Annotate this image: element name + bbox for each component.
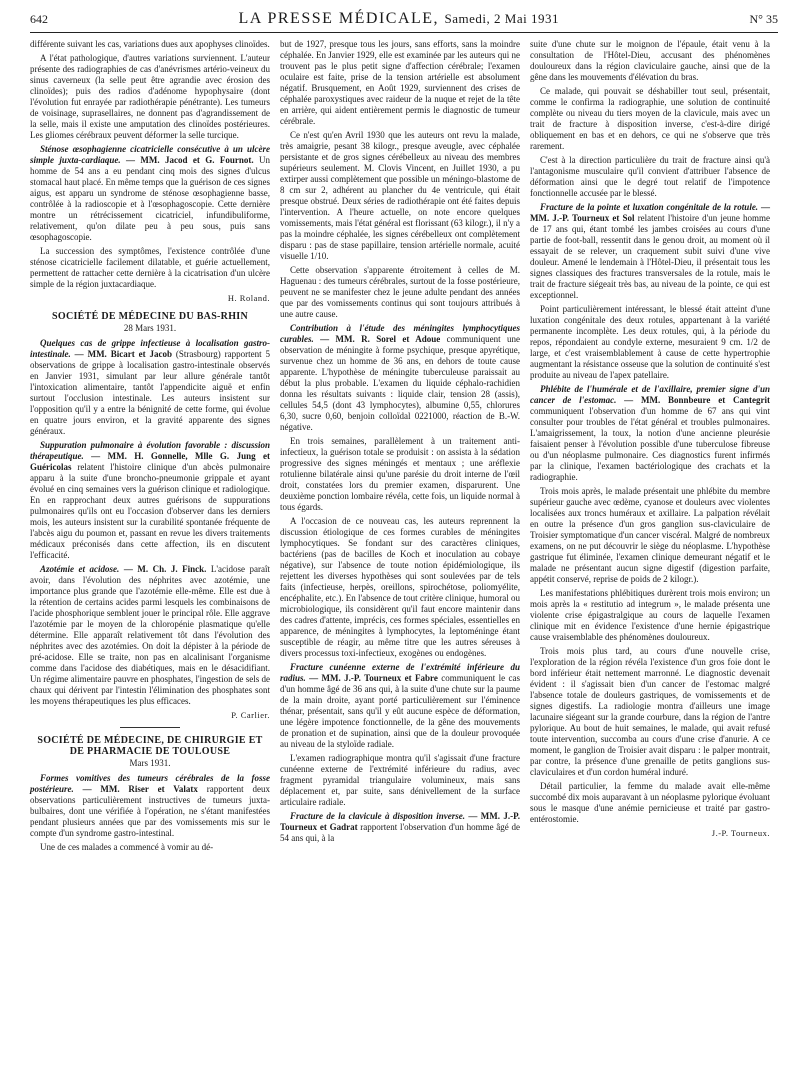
paragraph: Cette observation s'apparente étroitement à celles de M. Haguenau : des tumeurs cérébrales, surtout de la fosse postérieure, peuvent ne se manifester chez le jeune adulte pendant des années que par des vomissements continus qui sont toujours attribués à une autre cause. (280, 265, 520, 319)
paragraph: En trois semaines, parallèlement à un traitement anti-infectieux, la guérison totale se produisit : on assista à la sédation progressive des signes méningés et mentaux ; une aréflexie rotulienne bilatérale ainsi qu'une parésie du droit interne de l'œil droit, constatées lors du premier examen, disparurent. Une deuxième ponction lombaire révéla, cette fois, un liquide normal à tous égards. (280, 436, 520, 512)
paragraph: C'est à la direction particulière du trait de fracture ainsi qu'à l'antagonisme musculaire qu'il convient d'attribuer l'absence de déformation ainsi que le degré tout relatif de l'impotence fonctionnelle accusée par le blessé. (530, 155, 770, 198)
article-meningites (280, 323, 520, 433)
article-text: rapportent l'observation d'un homme âgé de 54 ans qui, à la (280, 822, 520, 843)
article-rotule (530, 202, 770, 301)
journal-name: LA PRESSE MÉDICALE, (238, 10, 440, 27)
article-text: relatent l'histoire d'un jeune homme de 17 ans qui, étant tombé les jambes croisées au cours d'une partie de foot-ball, ressentit dans le genou droit, au moment où il essayait de se relever, un craquement subit suivi d'une vive douleur. Amené le lendemain à l'Hôtel-Dieu, il présentait tous les signes classiques des fractures transversales de la rotule, mais le trait de fracture siégeait très bas, au niveau de la pointe, ce qui est exceptionnel. (530, 213, 770, 300)
signature: H. Roland. (227, 293, 270, 303)
article-fracture-radius (280, 662, 520, 750)
article-text: communiquent le cas d'un homme âgé de 36 ans qui, à la suite d'une chute sur la paume de la main droite, ayant porté particulièrement sur l'éminence thénar, présentait, sans qu'il y eût aucune espèce de déformation, une légère impotence fonctionnelle, de la gêne des mouvements de pronation et de supination, ainsi que de la douleur provoquée au niveau de la styloïde radiale. (280, 673, 521, 749)
article-text: communiquent l'observation d'un homme de 67 ans qui vint consulter pour troubles de l'état général et troubles pulmonaires. L'amaigrissement, la toux, la notion d'une ancienne pleurésie faisaient penser à l'évolution possible d'une tuberculose fibreuse ou d'un néoplasme pulmonaire. Ces diagnostics furent infirmés par la clinique, l'examen bactériologique des crachats et la radiographie. (530, 406, 770, 482)
paragraph: Trois mois plus tard, au cours d'une nouvelle crise, l'exploration de la région révéla l'existence d'un gros foie dont le bord inférieur était nettement marronné. Le diagnostic devenait évident : il s'agissait bien d'un cancer de l'estomac malgré l'absence totale de douleurs gastriques, de vomissements et de signes digestifs. La radiologie montra d'ailleurs une image lacunaire siégeant sur la grande courbure, dans la région de l'antre pylorique. Au bout de huit semaines, le malade, qui avait refusé toute intervention, succomba au cours d'une crise d'anurie. A ce moment, le ganglion de Troisier avait disparu : le palper montrait, par contre, la présence d'une grenaille de petits ganglions sus-claviculaires et d'un cordon huméral induré. (530, 646, 770, 777)
article-formes-vomitives (30, 773, 270, 839)
article-title: Azotémie et acidose. (40, 564, 120, 574)
column-1 (30, 39, 270, 856)
paragraph: A l'état pathologique, d'autres variations surviennent. L'auteur présente des radiographies de cas d'anévrismes artério-veineux du sinus caverneux (la selle peut être agrandie avec érosion des clinoïdes); puis des radios d'adénome hypophysaire (dont l'évolution fut enrayée par radiothérapie pénétrante). Les tumeurs de voisinage, suprasellaires, ne donnent pas d'agrandissement de la selle, mais il existe une amputation des clinoïdes postérieures. Les gliomes cérébraux peuvent déformer la selle turcique. (30, 53, 270, 140)
society-heading: SOCIÉTÉ DE MÉDECINE, DE CHIRURGIE ET DE PHARMACIE DE TOULOUSE (37, 735, 263, 757)
article-authors: — MM. J.-P. Tourneux et Fabre (309, 673, 438, 683)
paragraph: Trois mois après, le malade présentait une phlébite du membre supérieur gauche avec œdème, cyanose et douleurs avec violentes localisées aux troncs huméraux et axillaire. La palpation révélait en outre la présence d'un gros ganglion sus-claviculaire de Troisier symptomatique d'un cancer viscéral. Malgré de nombreux examens, on ne put découvrir le siège du néoplasme. L'hypothèse gastrique fut éliminée, l'examen clinique demeurant négatif et le malade ne présentant aucun signe digestif (digestion parfaite, appétit conservé, reprise de poids de 2 kilogr.). (530, 486, 770, 584)
article-phlebite (530, 384, 770, 483)
article-authors: — MM. J.-P. Tourneux et Sol (530, 202, 770, 223)
paragraph: Ce n'est qu'en Avril 1930 que les auteurs ont revu la malade, très amaigrie, pesant 38 kilogr., presque aveugle, avec céphalée persistante et de gros signes cérébelleux au niveau des membres supérieurs seulement. M. Clovis Vincent, en Juillet 1930, a pu extirper aussi complètement que possible un méningo-blastome de 8 cm sur 2, adhérent au plancher du 4e ventricule, qui était presque obstrué. Deux séries de radiothérapie ont été faites depuis l'intervention. A l'heure actuelle, on note encore quelques vomissements, mais l'état général est florissant (63 kilogr.), il n'y a pas la moindre céphalée, les signes cérébelleux ont complètement disparu : pas de stase papillaire, tension artérielle normale, acuité visuelle 1/10. (280, 130, 520, 261)
article-text: rapportent deux observations particulièrement instructives de tumeurs juxta-bulbaires, dont une vérifiée à l'opération, ne s'étant manifestées pendant plusieurs années que par des vomissements mis sur le compte d'un syndrome gastro-intestinal. (30, 784, 270, 838)
paragraph: différente suivant les cas, variations dues aux apophyses clinoïdes. (30, 39, 270, 49)
article-title: Fracture de la clavicule à disposition inverse. (290, 811, 465, 821)
article-authors: — M. Ch. J. Finck. (123, 564, 207, 574)
article-authors: — MM. Bicart et Jacob (74, 349, 172, 359)
article-title: Formes vomitives des tumeurs cérébrales de la fosse postérieure. (30, 773, 270, 794)
article-title: Fracture de la pointe et luxation congénitale de la rotule. (540, 202, 759, 212)
paragraph: but de 1927, presque tous les jours, sans efforts, sans la moindre céphalée. En Janvier 1929, elle est examinée par les auteurs qui ne trouvent pas le plus petit signe d'affection cérébrale; l'examen oculaire est faite, prise de la tension artérielle est absolument négatif. Brusquement, en Août 1929, surviennent des crises de céphalée paroxystiques avec raideur de la nuque et rejet de la tête en arrière, qui aident entièrement permis le diagnostic de tumeur cérébrale. (280, 39, 520, 126)
paragraph: Détail particulier, la femme du malade avait elle-même succombé dix mois auparavant à un néoplasme pylorique évoluant sous le masque d'une anémie pernicieuse et traité par gastro-entérostomie. (530, 781, 770, 824)
article-title: Quelques cas de grippe infectieuse à localisation gastro-intestinale. (30, 338, 270, 359)
article-text: relatent l'histoire clinique d'un abcès pulmonaire apparu à la suite d'une broncho-pneumonie grippale et ayant évolué en cinq semaines vers la guérison clinique et radiologique. En en rapprochant deux autres guérisons de suppurations pulmonaires qu'ils ont eu l'occasion d'observer dans les derniers mois, les auteurs insistent sur la curabilité spontanée fréquente de l'abcès aigu du poumon et, passant en revue les divers traitements médicaux préconisés dans cette affection, ils en discutent l'efficacité. (30, 462, 271, 560)
issue-number: N° 35 (749, 12, 778, 26)
paragraph: L'examen radiographique montra qu'il s'agissait d'une fracture cunéenne externe de l'extrémité inférieure du radius, avec fragment pyramidal triangulaire volumineux, mais sans déplacement et, par suite, sans dénivellement de la surface articulaire radiale. (280, 753, 520, 807)
page-number: 642 (30, 12, 48, 26)
article-text: communiquent une observation de méningite à forme psychique, presque apyrétique, survenue chez un homme de 36 ans, en dehors de toute cause apparente. L'hypothèse de méningite tuberculeuse paraissait au début la plus probable. L'examen du liquide céphalo-rachidien donna les résultats suivants : liquide clair, tension 28 (assis), cellules 54,5 (dont 43 lymphocytes), albumine 0,55, chlorures 6,30, sucre 0,60, benjoin colloïdal 0221000, réaction de B.-W. négative. (280, 334, 521, 432)
article-text: Un homme de 54 ans a eu pendant cinq mois des signes d'ulcus stomacal haut placé. En même temps que la guérison de ces signes aigus, est apparu un syndrome de sténose œsophagienne basse, contrôlée à la radioscopie et à l'œsophagoscopie. Cette dernière montre un rétrécissement cicatriciel, infundibuliforme, relativement, qu'on dilate peu à peu sous, puis sans œsophagoscopie. (30, 155, 271, 242)
signature: P. Carlier. (231, 710, 270, 720)
article-authors: — MM. Bonnbeure et Cantegrit (624, 395, 770, 405)
article-title: Fracture cunéenne externe de l'extrémité inférieure du radius. (280, 662, 520, 683)
paragraph: Point particulièrement intéressant, le blessé était atteint d'une luxation congénitale des deux rotules, appartenant à la variété permanente incomplète. Les deux rotules, qui, à la période du repos, répondaient au condyle externe, mesuraient 9 cm. 1/2 de large, et c'est vraisemblablement à cause de cette hypertrophie augmentant la résistance osseuse que la solution de continuité s'est produite au niveau de l'apex patellaire. (530, 304, 770, 380)
article-text: (Strasbourg) rapportent 5 observations de grippe à localisation gastro-intestinale observés en Janvier 1931, simulant par leur allure générale tantôt l'intoxication alimentaire, tantôt l'appendicite aiguë et enfin surtout l'occlusion intestinale. Les auteurs insistent sur l'opposition qu'il y a entre la bénignité de cette forme, qui évolue en quatre jours environ, et la gravité apparente des signes généraux. (30, 349, 270, 436)
article-title: Sténose œsophagienne cicatricielle consécutive à un ulcère simple juxta-cardiaque. (30, 144, 270, 165)
paragraph: La succession des symptômes, l'existence contrôlée d'une sténose cicatricielle facilement dilatable, et guérie actuellement, permettent de rattacher cette dernière à la cicatrisation d'un ulcère simple de la région juxtacardiaque. (30, 246, 270, 289)
article-title: Phlébite de l'humérale et de l'axillaire, premier signe d'un cancer de l'estomac. (530, 384, 770, 405)
article-title: Suppuration pulmonaire à évolution favorable : discussion thérapeutique. (30, 440, 270, 461)
columns (30, 39, 778, 856)
article-suppuration (30, 440, 270, 561)
article-authors: — MM. H. Gonnelle, Mlle G. Jung et Guéricolas (30, 451, 270, 472)
paragraph: A l'occasion de ce nouveau cas, les auteurs reprennent la discussion étiologique de ces formes curables de méningites lymphocytiques. Se fondant sur des caractères cliniques, bactériens (pas de bacilles de Koch et inoculation au cobaye négative), sur l'absence de toute notion épidémiologique, ils rejettent les diverses hypothèses qui sont soulevées par de tels faits (infectieuse, herpès, oreillons, spirochétose, poliomyélite, encéphalite, etc.). En l'absence de tout critère clinique, humoral ou microbiologique, ils considèrent qu'il faut encore maintenir dans des cadres d'attente, imprécis, ces formes spéciales, essentielles en apparence, de méningites à lymphocytes, la leptoméninge étant susceptible de réagir, au même titre que les autres séreuses à divers processus toxi-infectieux, exogènes ou endogènes. (280, 516, 520, 658)
article-title: Contribution à l'étude des méningites lymphocytiques curables. (280, 323, 520, 344)
article-fracture-clavicule (280, 811, 520, 844)
article-authors: — MM. Jacod et G. Fournot. (126, 155, 254, 165)
page-header (30, 10, 778, 33)
paragraph: Les manifestations phlébitiques durèrent trois mois environ; un mois après la « restitutio ad integrum », le malade présenta une violente crise épigastralgique au cours de laquelle l'examen clinique mit en évidence l'existence d'une hernie épigastrique cause vraisemblable des phénomènes douloureux. (530, 588, 770, 642)
column-2 (280, 39, 520, 856)
journal-title (239, 10, 559, 28)
society-heading: SOCIÉTÉ DE MÉDECINE DU BAS-RHIN (52, 311, 248, 322)
paragraph: Ce malade, qui pouvait se déshabiller tout seul, présentait, comme le confirma la radiographie, une solution de continuité complète ou niveau du tiers moyen de la clavicule, mais avec un trait de fracture à disposition inverse, c'est-à-dire dirigé obliquement en bas et en dehors, ce qui ne s'observe que très rarement. (530, 86, 770, 151)
issue-date: Samedi, 2 Mai 1931 (444, 11, 559, 26)
article-text: L'acidose paraît avoir, dans l'évolution des néphrites avec azotémie, une importance plus grande que l'azotémie elle-même. Elle est due à la rétention de certains acides parmi lesquels les combinaisons de l'acide phosphorique semblent jouer le principal rôle. Elle aggrave l'azotémie par le moyen de la chloropénie plasmatique qu'elle détermine. Elle apparaît relativement tôt dans l'évolution des néphrites avec des azotémies. On doit la dépister à la période de pré-acidose. Elle se traite, non pas en alcalinisant l'organisme comme dans l'acidose des diabétiques, mais en le désacidifiant. Un régime alimentaire pauvre en phosphates, l'ingestion de sels de chaux qui dérivent par l'intestin l'élimination des phosphates sont les moyens thérapeutiques les plus efficaces. (30, 564, 271, 706)
society-date: 28 Mars 1931. (123, 323, 177, 333)
column-3 (530, 39, 770, 856)
society-date: Mars 1931. (129, 758, 171, 768)
divider (120, 727, 180, 728)
paragraph: suite d'une chute sur le moignon de l'épaule, était venu à la consultation de l'Hôtel-Dieu, accusant des phénomènes douloureux dans la région claviculaire gauche, ainsi que de la gêne dans les mouvements d'élévation du bras. (530, 39, 770, 82)
article-grippe (30, 338, 270, 437)
paragraph: Une de ces malades a commencé à vomir au dé- (40, 842, 214, 852)
article-authors: — MM. Riser et Valatx (82, 784, 198, 794)
article-sténose (30, 144, 270, 243)
article-azotemie (30, 564, 270, 707)
article-authors: — MM. J.-P. Tourneux et Gadrat (280, 811, 520, 832)
signature: J.-P. Tourneux. (711, 828, 770, 838)
article-authors: — MM. R. Sorel et Adoue (320, 334, 441, 344)
